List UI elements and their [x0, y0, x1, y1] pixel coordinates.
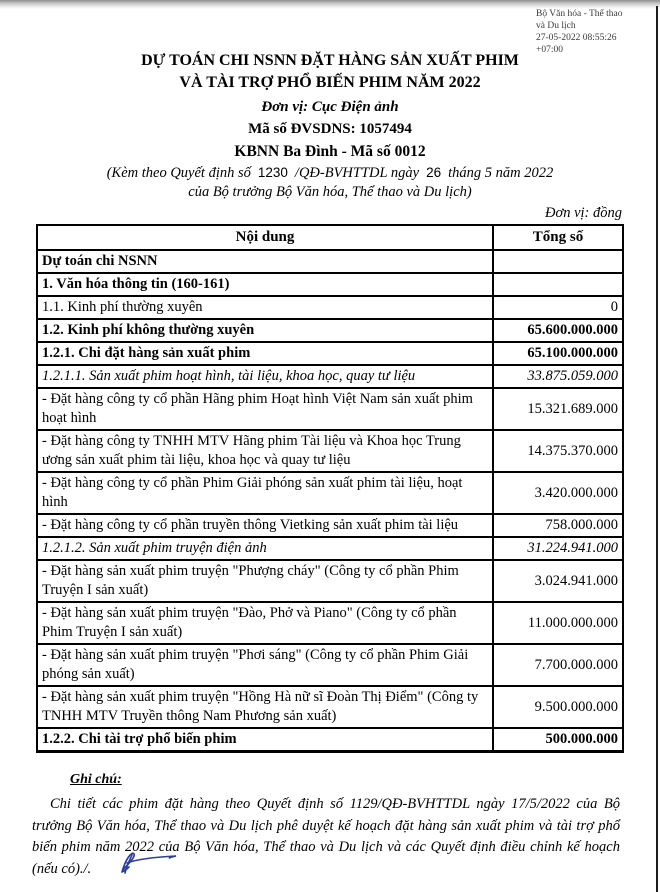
table-row [37, 273, 623, 296]
decision-prefix: (Kèm theo Quyết định số [106, 165, 251, 181]
row-label: 1.2.1. Chi đặt hàng sản xuất phim [37, 342, 493, 365]
table-row [37, 514, 623, 537]
row-value: 31.224.941.000 [493, 537, 623, 560]
note-heading: Ghi chú: [70, 772, 122, 787]
handwritten-initials [112, 846, 184, 883]
decision-mid: /QĐ-BVHTTDL ngày [294, 165, 420, 181]
row-value [493, 273, 623, 296]
row-label: 1. Văn hóa thông tin (160-161) [37, 273, 493, 296]
document-title-line2: VÀ TÀI TRỢ PHỔ BIẾN PHIM NĂM 2022 [179, 74, 481, 91]
row-label: 1.2.2. Chi tài trợ phổ biến phim [37, 728, 493, 752]
row-label: - Đặt hàng sản xuất phim truyện "Đào, Phở và Piano" (Công ty cổ phần Phim Truyện I sản xuất) [37, 602, 493, 644]
decision-reference-line2: của Bộ trưởng Bộ Văn hóa, Thể thao và Du lịch) [188, 184, 472, 200]
budget-table [36, 224, 624, 753]
row-label: - Đặt hàng công ty cổ phần Phim Giải phóng sản xuất phim tài liệu, hoạt hình [37, 472, 493, 514]
stamp-line: +07:00 [536, 45, 563, 55]
budget-table-body [37, 250, 623, 752]
table-row [37, 342, 623, 365]
table-row [37, 602, 623, 644]
row-label: 1.2.1.2. Sản xuất phim truyện điện ảnh [37, 537, 493, 560]
row-label: Dự toán chi NSNN [37, 250, 493, 273]
row-value: 0 [493, 296, 623, 319]
currency-unit-note: Đơn vị: đồng [544, 205, 622, 221]
document-title-line1: DỰ TOÁN CHI NSNN ĐẶT HÀNG SẢN XUẤT PHIM [141, 52, 519, 69]
treasury-code: KBNN Ba Đình - Mã số 0012 [234, 143, 426, 160]
table-row [37, 728, 623, 752]
table-row [37, 296, 623, 319]
stamp-line: Bộ Văn hóa - Thể thao [536, 9, 623, 19]
decision-reference-line [0, 163, 660, 183]
row-label: - Đặt hàng công ty TNHH MTV Hãng phim Tài liệu và Khoa học Trung ương sản xuất phim tài liệu, khoa học và quay tư liệu [37, 430, 493, 472]
table-row [37, 430, 623, 472]
signature-ink-icon [112, 846, 184, 878]
scan-right-edge-line [656, 6, 658, 892]
budget-unit-code: Mã số ĐVSDNS: 1057494 [248, 121, 412, 137]
row-value: 500.000.000 [493, 728, 623, 752]
row-value: 15.321.689.000 [493, 388, 623, 430]
row-value: 14.375.370.000 [493, 430, 623, 472]
table-row [37, 319, 623, 342]
row-value: 11.000.000.000 [493, 602, 623, 644]
column-header-content: Nội dung [37, 225, 493, 250]
row-value: 758.000.000 [493, 514, 623, 537]
stamp-line: và Du lịch [536, 21, 576, 31]
decision-suffix: tháng 5 năm 2022 [448, 165, 554, 181]
table-row [37, 560, 623, 602]
row-label: - Đặt hàng công ty cổ phần Hãng phim Hoạt hình Việt Nam sản xuất phim hoạt hình [37, 388, 493, 430]
row-value: 9.500.000.000 [493, 686, 623, 728]
row-value: 3.420.000.000 [493, 472, 623, 514]
footer-note [0, 770, 660, 880]
table-row [37, 537, 623, 560]
row-label: 1.2. Kinh phí không thường xuyên [37, 319, 493, 342]
row-label: 1.2.1.1. Sản xuất phim hoạt hình, tài liệu, khoa học, quay tư liệu [37, 365, 493, 388]
row-value [493, 250, 623, 273]
row-label: - Đặt hàng sản xuất phim truyện "Phượng cháy" (Công ty cổ phần Phim Truyện I sản xuất) [37, 560, 493, 602]
row-label: 1.1. Kinh phí thường xuyên [37, 296, 493, 319]
digital-signature-stamp [536, 8, 658, 56]
table-row [37, 686, 623, 728]
table-row [37, 644, 623, 686]
table-row [37, 365, 623, 388]
budget-table-header [37, 225, 623, 250]
table-row [37, 388, 623, 430]
table-row [37, 250, 623, 273]
row-value: 33.875.059.000 [493, 365, 623, 388]
decision-day: 26 [426, 165, 442, 180]
row-label: - Đặt hàng sản xuất phim truyện "Phơi sáng" (Công ty cổ phần Phim Giải phóng sản xuất) [37, 644, 493, 686]
issuing-unit: Đơn vị: Cục Điện ảnh [261, 99, 399, 115]
decision-number: 1230 [257, 165, 288, 180]
header-row [37, 225, 623, 250]
row-value: 3.024.941.000 [493, 560, 623, 602]
column-header-total: Tổng số [493, 225, 623, 250]
row-value: 65.600.000.000 [493, 319, 623, 342]
row-label: - Đặt hàng sản xuất phim truyện "Hồng Hà nữ sĩ Đoàn Thị Điểm" (Công ty TNHH MTV Truyền thông Nam Phương sản xuất) [37, 686, 493, 728]
row-value: 7.700.000.000 [493, 644, 623, 686]
table-row [37, 472, 623, 514]
note-paragraph: Chi tiết các phim đặt hàng theo Quyết định số 1129/QĐ-BVHTTDL ngày 17/5/2022 của Bộ trưởng Bộ Văn hóa, Thể thao và Du lịch phê duyệt kế hoạch đặt hàng sản xuất phim và tài trợ phổ biến phim năm 2022 của Bộ Văn hóa, Thể thao và Du lịch và các Quyết định điều chỉnh kế hoạch (nếu có)./. [32, 796, 620, 877]
row-label: - Đặt hàng công ty cổ phần truyền thông Vietking sản xuất phim tài liệu [37, 514, 493, 537]
stamp-line: 27-05-2022 08:55:26 [536, 33, 617, 43]
row-value: 65.100.000.000 [493, 342, 623, 365]
